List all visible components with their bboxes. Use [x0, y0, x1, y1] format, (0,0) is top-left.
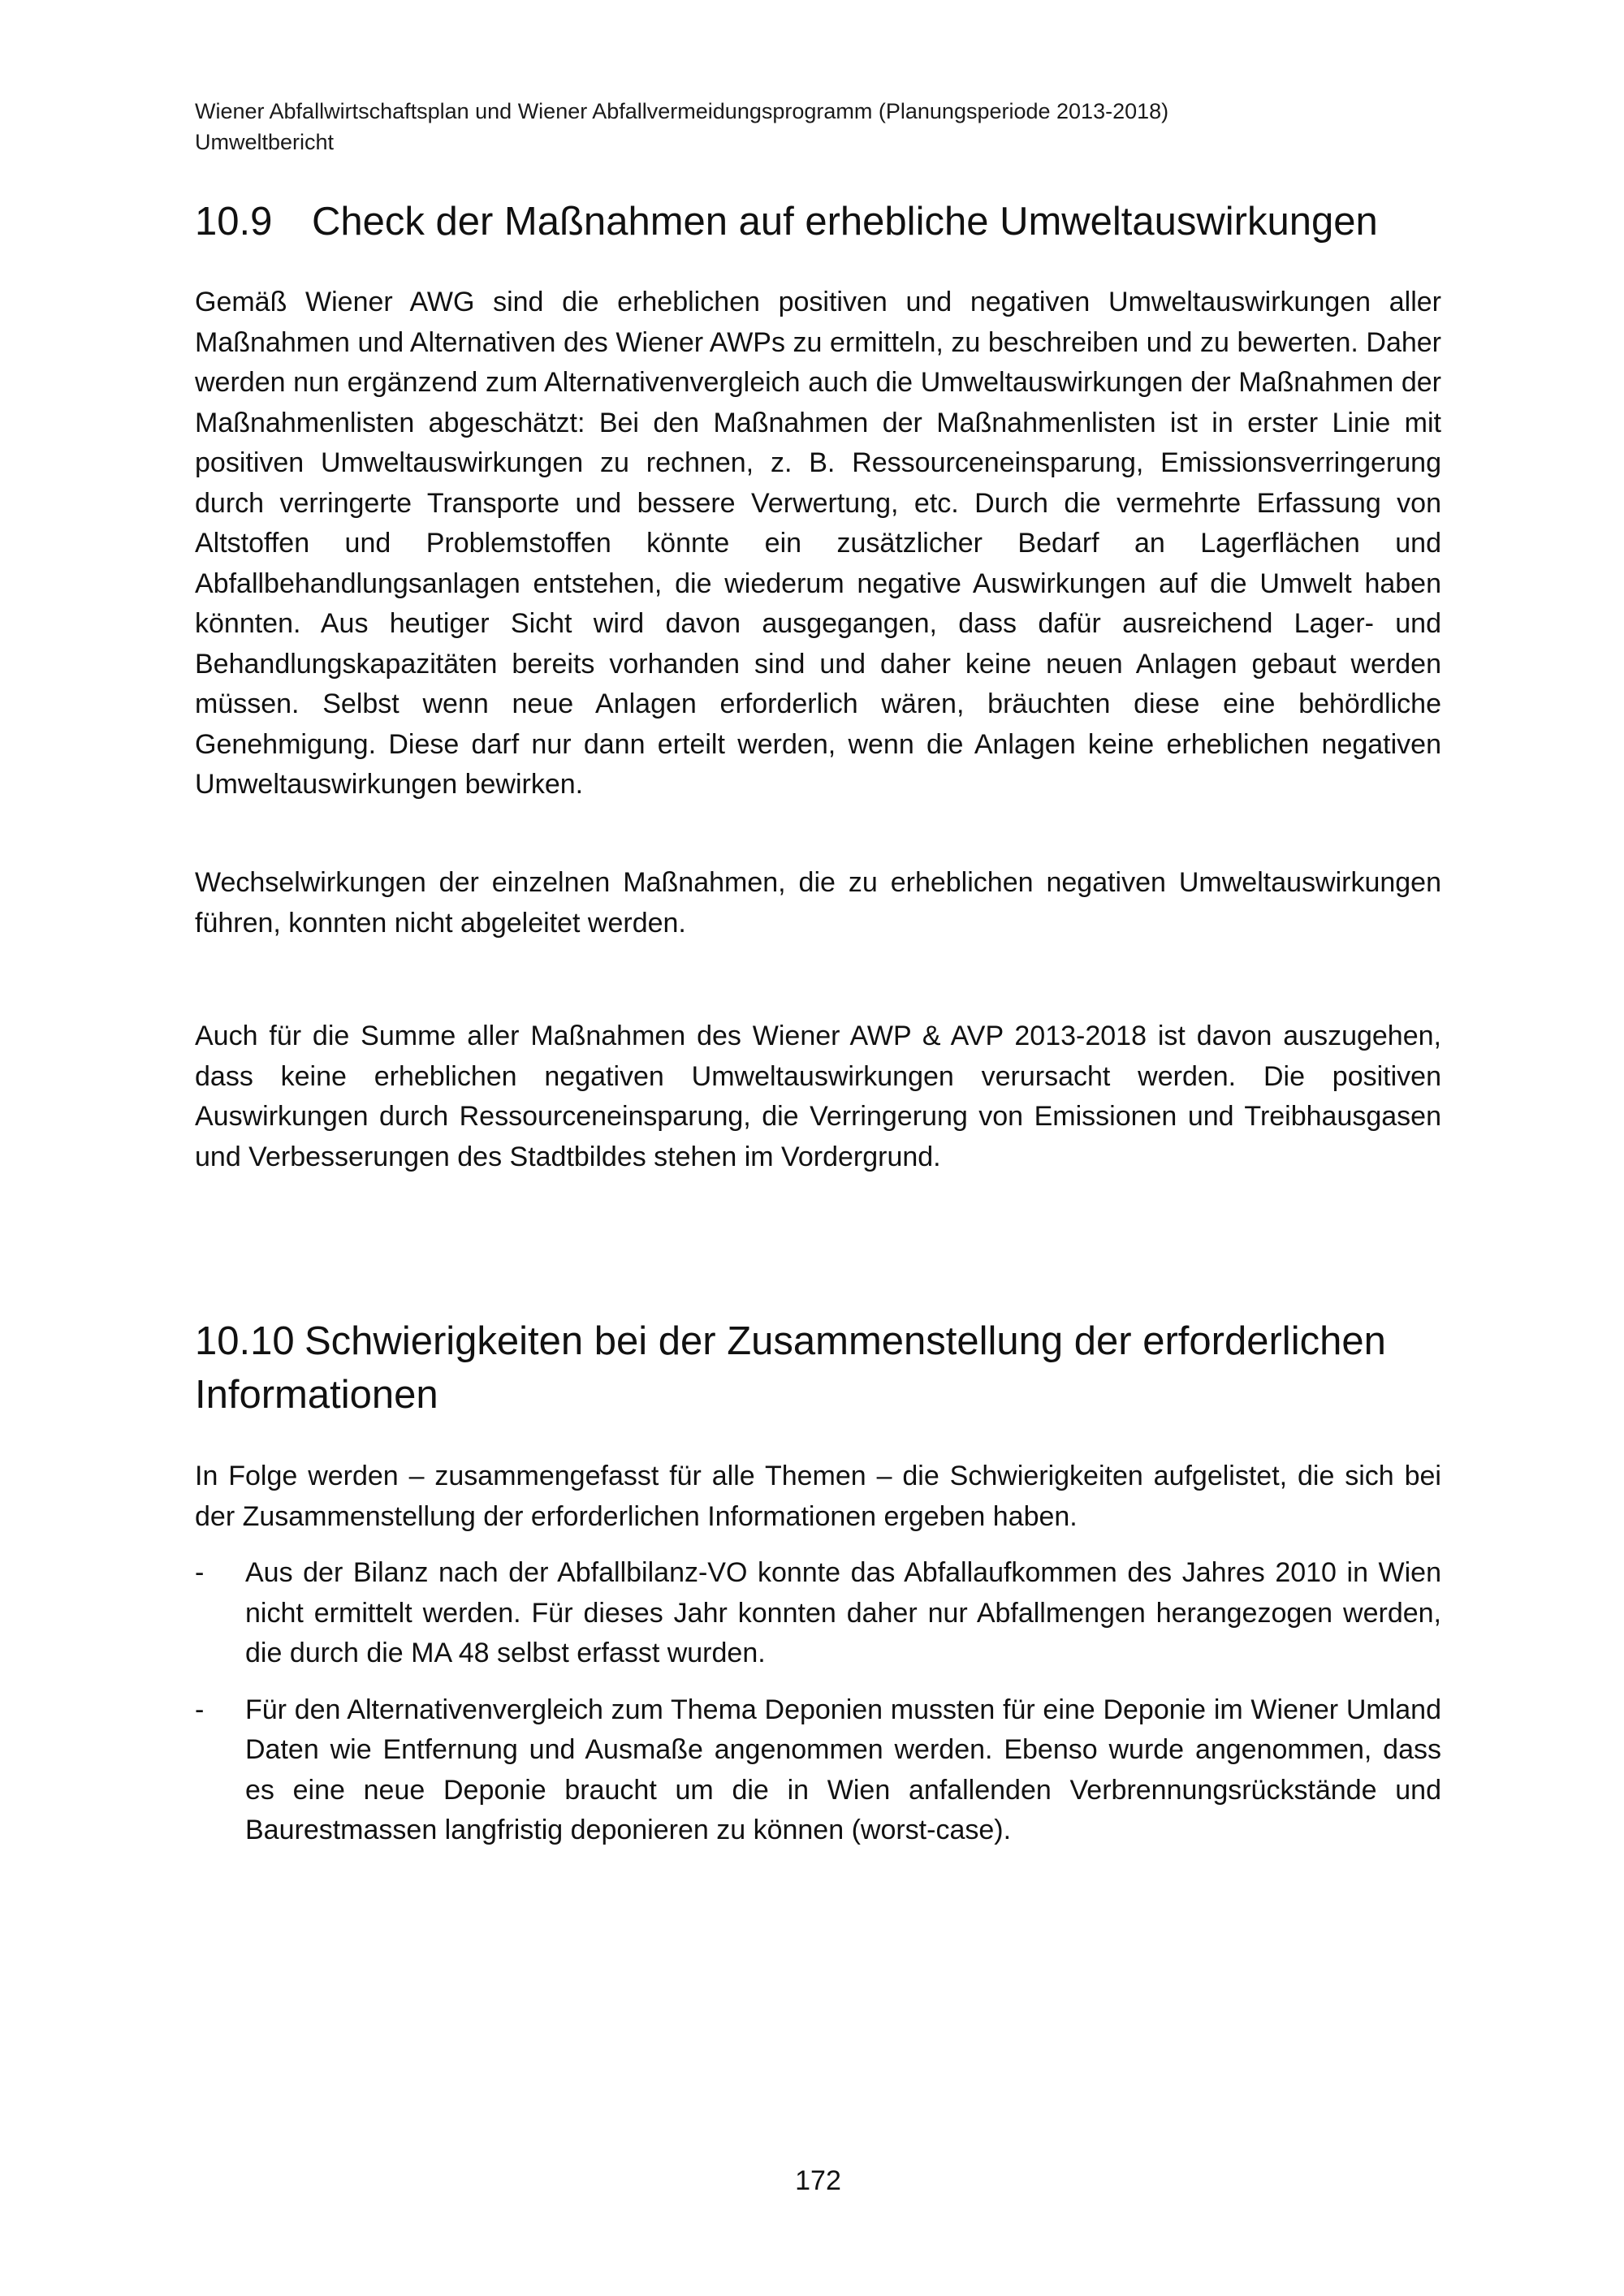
list-item-text: Aus der Bilanz nach der Abfallbilanz-VO konnte das Abfallaufkommen des Jahres 2010 in Wien nicht ermittelt werden. Für dieses Jahr konnten daher nur Abfallmengen herangezogen werden, die durch die MA 48 selbst erfasst wurden. [245, 1557, 1441, 1668]
page-number: 172 [795, 2165, 841, 2196]
list-item [195, 1553, 1441, 1674]
list-item [195, 1690, 1441, 1851]
paragraph-wechselwirkungen: Wechselwirkungen der einzelnen Maßnahmen, die zu erheblichen negativen Umweltauswirkungen führen, konnten nicht abgeleitet werden. [195, 867, 1441, 939]
header-subtitle-line: Umweltbericht [195, 130, 335, 154]
paragraph-summe-massnahmen: Auch für die Summe aller Maßnahmen des Wiener AWP & AVP 2013-2018 ist davon auszugehen, dass keine erheblichen negativen Umweltauswirkungen verursacht werden. Die positiven Auswirkungen durch Ressourceneinsparung, die Verringerung von Emissionen und Treibhausgasen und Verbesserungen des Stadtbildes stehen im Vordergrund. [195, 1021, 1441, 1172]
section-heading-10-9 [195, 195, 1441, 248]
difficulties-list [195, 1553, 1441, 1867]
section-number: 10.10 [195, 1319, 295, 1363]
list-item-text: Für den Alternativenvergleich zum Thema Deponien mussten für eine Deponie im Wiener Umland Daten wie Entfernung und Ausmaße angenommen werden. Ebenso wurde angenommen, dass es eine neue Deponie braucht um die in Wien anfallenden Verbrennungsrückstände und Baurestmassen langfristig deponieren zu können (worst-case). [245, 1694, 1441, 1845]
bullet-marker: - [195, 1557, 205, 1588]
section-title-line1: Schwierigkeiten bei der Zusammenstellung der erforderlichen [304, 1319, 1386, 1363]
paragraph-umweltauswirkungen: Gemäß Wiener AWG sind die erheblichen positiven und negativen Umweltauswirkungen aller Maßnahmen und Alternativen des Wiener AWPs zu ermitteln, zu beschreiben und zu bewerten. Daher werden nun ergänzend zum Alternativenvergleich auch die Umweltauswirkungen der Maßnahmen der Maßnahmenlisten abgeschätzt: Bei den Maßnahmen der Maßnahmenlisten ist in erster Linie mit positiven Umweltauswirkungen zu rechnen, z. B. Ressourceneinsparung, Emissionsverringerung durch verringerte Transporte und bessere Verwertung, etc. Durch die vermehrte Erfassung von Altstoffen und Problemstoffen könnte ein zusätzlicher Bedarf an Lagerflächen und Abfallbehandlungsanlagen entstehen, die wiederum negative Auswirkungen auf die Umwelt haben könnten. Aus heutiger Sicht wird davon ausgegangen, dass dafür ausreichend Lager- und Behandlungskapazitäten bereits vorhanden sind und daher keine neuen Anlagen gebaut werden müssen. Selbst wenn neue Anlagen erforderlich wären, bräuchten diese eine behördliche Genehmigung. Diese darf nur dann erteilt werden, wenn die Anlagen keine erheblichen negativen Umweltauswirkungen bewirken. [195, 287, 1441, 800]
document-page [195, 0, 1441, 2296]
bullet-marker: - [195, 1694, 205, 1725]
section-title: Check der Maßnahmen auf erhebliche Umweltauswirkungen [312, 200, 1378, 244]
section-title-line2: Informationen [195, 1373, 438, 1417]
paragraph-intro-schwierigkeiten: In Folge werden – zusammengefasst für alle Themen – die Schwierigkeiten aufgelistet, die sich bei der Zusammenstellung der erforderlichen Informationen ergeben haben. [195, 1461, 1441, 1532]
section-number: 10.9 [195, 200, 273, 244]
running-header [195, 96, 1441, 158]
header-title-line: Wiener Abfallwirtschaftsplan und Wiener Abfallvermeidungsprogramm (Planungsperiode 2013-2018) [195, 99, 1169, 123]
section-heading-10-10 [195, 1314, 1441, 1422]
